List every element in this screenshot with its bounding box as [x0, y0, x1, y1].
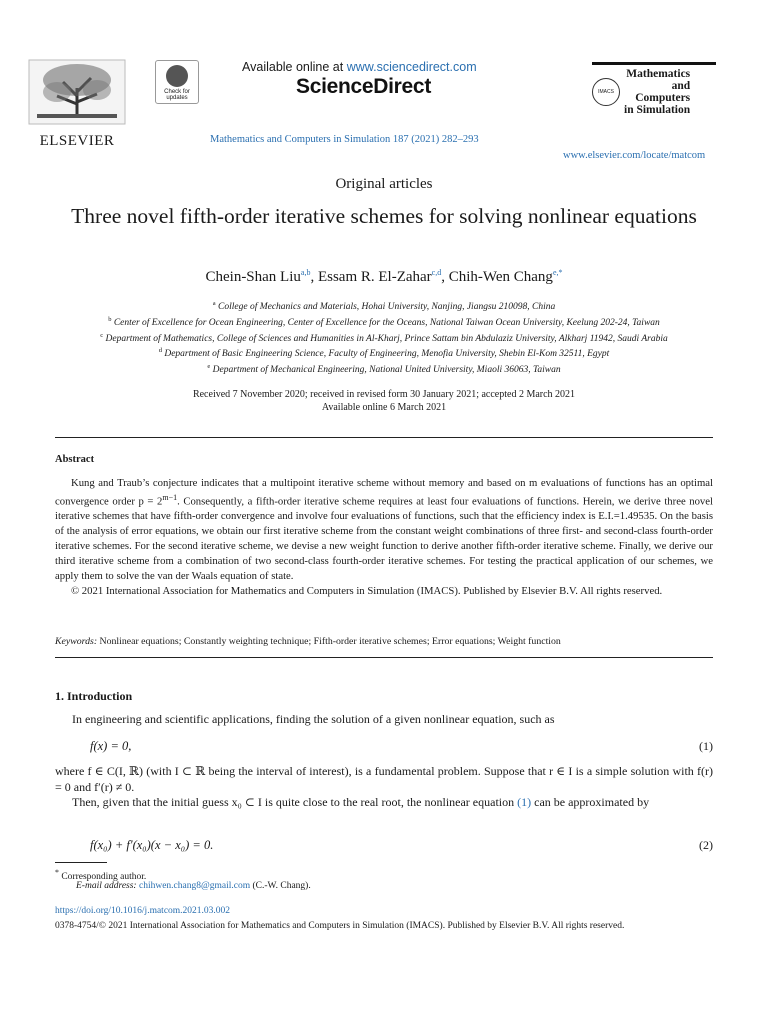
elsevier-logo	[22, 58, 132, 150]
author-affil-sup[interactable]: a,b	[300, 268, 311, 277]
available-prefix: Available online at	[242, 60, 347, 74]
article-title: Three novel fifth-order iterative schemes for solving nonlinear equations	[71, 204, 697, 228]
abstract-body	[55, 476, 713, 599]
article-dates	[0, 388, 768, 414]
logo-rule	[592, 62, 716, 65]
section-heading: 1. Introduction	[55, 689, 133, 703]
bottom-divider	[55, 657, 713, 658]
email-link[interactable]: chihwen.chang8@gmail.com	[138, 881, 251, 891]
imacs-seal-icon: IMACS	[592, 78, 620, 106]
journal-citation-link[interactable]: Mathematics and Computers in Simulation 187 (2021) 282–293	[210, 134, 479, 145]
issn-copyright: 0378-4754/© 2021 International Association for Mathematics and Computers in Simulation (IMACS). Published by Elsevier B.V. All rights reserved.	[55, 921, 625, 931]
journal-logo-line1: Mathematics	[626, 68, 691, 80]
journal-logo-line2: and	[671, 80, 691, 92]
journal-logo-line4: in Simulation	[624, 104, 691, 116]
affiliation: $^e$ Department of Mechanical Engineering, National United University, Miaoli 36063, Taiwan	[207, 363, 561, 376]
doi-link[interactable]: https://doi.org/10.1016/j.matcom.2021.03.002	[55, 906, 231, 916]
equation-ref-link[interactable]: (1)	[517, 795, 532, 809]
check-for-updates-badge[interactable]	[155, 60, 199, 104]
affiliation: $^c$ Department of Mathematics, College of Sciences and Humanities in Al-Kharj, Prince Sattam bin Abdulaziz University, Alkharj 11942, Saudi Arabia	[100, 331, 668, 344]
affiliation: $^a$ College of Mechanics and Materials, Hohai University, Nanjing, Jiangsu 210098, China	[212, 300, 556, 313]
abstract-text: Kung and Traub’s conjecture indicates that a multipoint iterative scheme without memory and based on m evaluations of functions has an optimal convergence order $p = 2^{m-1}$. Consequently, a fifth-order iterative scheme requires at least four evaluations of functions. Herein, we derive three novel iterative schemes that have fifth-order convergence and involve four evaluations of functions, such that the efficiency index is E.I.=1.49535. On the basis of the analysis of error equations, we obtain our first iterative scheme from the constant weight combinations of three first- and second-class fourth-order iterative schemes. For the second iterative scheme, we devise a new weight function to derive another fifth-order iterative scheme. Finally, we derive our third iterative scheme from a combination of two second-class fourth-order iterative schemes. For testing the practical application of our schemes, we apply them to solve the van der Waals equation of state.	[55, 477, 713, 582]
author-list: Chein-Shan Liu$^{a,b}$, Essam R. El-Zahar$^{c,d}$, Chih-Wen Chang$^{e,*}$	[205, 268, 563, 285]
sciencedirect-wordmark: ScienceDirect	[296, 75, 432, 98]
footnote-rule	[55, 862, 107, 863]
author-affil-sup[interactable]: c,d	[431, 268, 442, 277]
affiliations	[40, 298, 728, 377]
intro-paragraph: Then, given that the initial guess x₀ ⊂ I is quite close to the real root, the nonlinear equation (1) can be approximated by	[72, 795, 650, 809]
elsevier-tree-icon	[27, 58, 127, 126]
intro-paragraph: In engineering and scientific applications, finding the solution of a given nonlinear equation, such as	[72, 712, 555, 726]
sciencedirect-link[interactable]: www.sciencedirect.com	[346, 60, 477, 74]
bookmark-icon	[166, 65, 188, 87]
journal-logo	[592, 62, 716, 116]
keywords-list: Nonlinear equations; Constantly weighting technique; Fifth-order iterative schemes; Error equations; Weight function	[99, 636, 561, 647]
journal-url-link[interactable]: www.elsevier.com/locate/matcom	[563, 150, 706, 161]
elsevier-wordmark: ELSEVIER	[39, 133, 115, 149]
available-online	[242, 60, 477, 74]
intro-paragraph: where f ∈ C(I, ℝ) (with I ⊂ ℝ being the interval of interest), is a fundamental problem. Suppose that r ∈ I is a simple solution with f(r) = 0 and f′(r) ≠ 0.	[55, 764, 713, 794]
affiliation: $^d$ Department of Basic Engineering Science, Faculty of Engineering, Menofia University, Shebin El-Kom 32511, Egypt	[158, 347, 610, 360]
author-affil-sup[interactable]: e,*	[552, 268, 563, 277]
equation-1: f(x) = 0,	[90, 739, 132, 753]
journal-logo-line3: Computers	[635, 92, 691, 104]
top-divider	[55, 437, 713, 438]
author-name[interactable]: Chein-Shan Liu	[205, 269, 301, 285]
equation-2: f(x₀) + f′(x₀)(x − x₀) = 0.	[90, 838, 214, 852]
equation-1-number: (1)	[699, 739, 713, 753]
available-online-date: Available online 6 March 2021	[321, 402, 447, 413]
abstract-heading: Abstract	[55, 454, 95, 465]
abstract-copyright: © 2021 International Association for Mathematics and Computers in Simulation (IMACS). Published by Elsevier B.V. All rights reserved.	[71, 584, 663, 597]
author-name[interactable]: Essam R. El-Zahar	[317, 269, 432, 285]
check-updates-line2: updates	[166, 95, 188, 101]
check-updates-line1: Check for	[164, 89, 190, 95]
corresponding-footnote: * Corresponding author.	[55, 868, 147, 883]
equation-2-number: (2)	[699, 838, 713, 852]
affiliation: $^b$ Center of Excellence for Ocean Engineering, Center of Excellence for the Oceans, National Taiwan Ocean University, Keelung 202-24, Taiwan	[108, 315, 660, 328]
keywords	[55, 636, 713, 647]
received-dates: Received 7 November 2020; received in revised form 30 January 2021; accepted 2 March 2021	[192, 389, 576, 400]
author-name[interactable]: Chih-Wen Chang	[448, 269, 553, 285]
keywords-label: Keywords:	[55, 636, 98, 647]
article-section: Original articles	[335, 176, 433, 192]
email-footnote: E-mail address: chihwen.chang8@gmail.com (C.-W. Chang).	[76, 881, 311, 891]
